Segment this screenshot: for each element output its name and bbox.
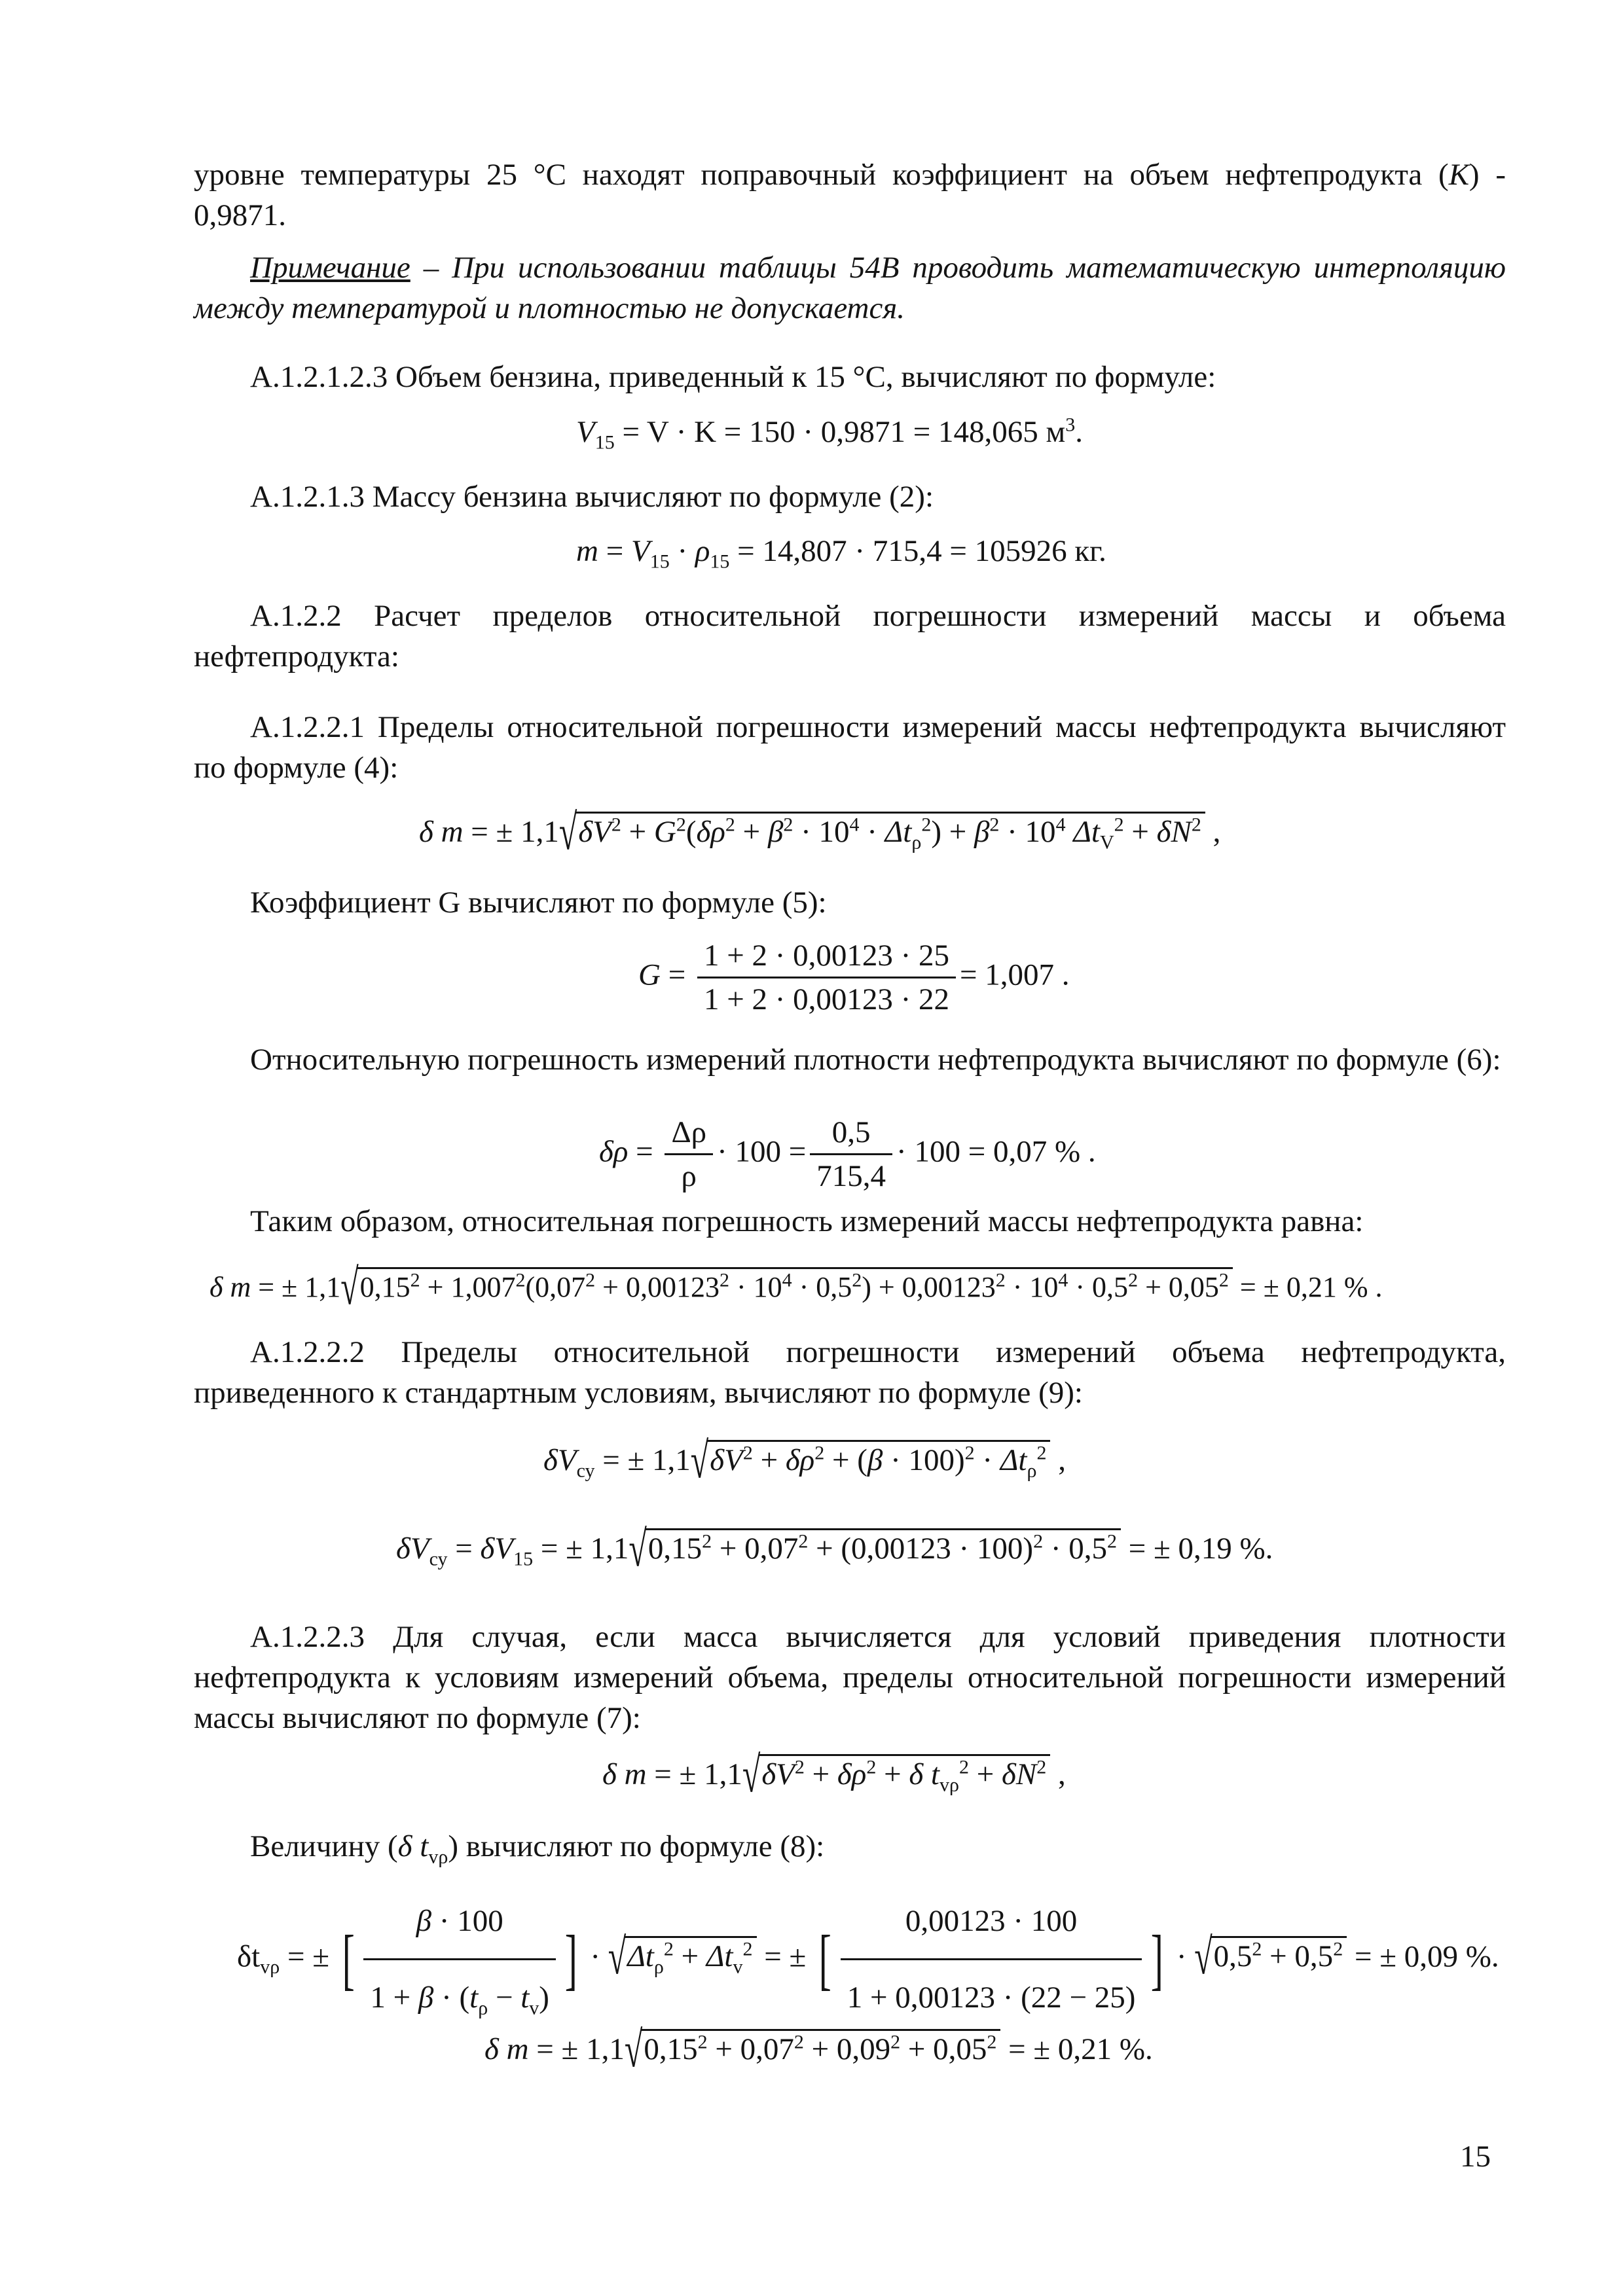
section-a1222: А.1.2.2.2 Пределы относительной погрешности измерений объема нефтепродукта, приведенного к стандартным условиям, вычисляют по формуле (9): [194,1335,1506,1410]
formula-8-num2: 0,00123 · 100 [841,1885,1142,1960]
section-value-intro-b: ) вычисляют по формуле (8): [448,1829,825,1863]
formula-final: δ m = ± $1,1√0,15^2 + 0,07^2 + 0,09^2 + 0,05^2$ = ± 0,21 %. [484,2020,1153,2078]
k-symbol: К [1448,158,1469,192]
note-dash: – [410,251,452,285]
formula-9: $\delta V_{су}$ = ± $1,1√\delta V^2 + \delta\rho^2 + (\beta \cdot 100)^2 \cdot \Delta t_\rho^2$ , [543,1431,1066,1489]
note-paragraph [194,247,1506,329]
note-label: Примечание [250,251,410,285]
section-a1221: А.1.2.2.1 Пределы относительной погрешности измерений массы нефтепродукта вычисляют по формуле (4): [194,710,1506,785]
formula-5-denominator: 1 + 2 · 0,00123 · 22 [703,982,950,1016]
formula-6-den1: ρ [681,1159,697,1193]
formula-6-den2: 715,4 [816,1159,886,1193]
formula-9-result-value: = ± 0,19 %. [1128,1532,1273,1566]
formula-6-mid: · 100 = [717,1134,807,1169]
formula-6-num1: Δρ [665,1113,713,1155]
formula-8-result: = ± 0,09 %. [1354,1939,1499,1974]
formula-5-numerator: 1 + 2 · 0,00123 · 25 [697,936,956,978]
formula-final-result: = ± 0,21 %. [1008,2032,1153,2066]
formula-6-fraction-2 [810,1113,892,1196]
section-a1213: А.1.2.1.3 Массу бензина вычисляют по формуле (2): [250,480,934,514]
formula-5-fraction [697,936,956,1019]
note-text: При использовании таблицы 54В проводить математическую интерполяцию между температурой и плотностью не допускается. [194,251,1506,325]
section-a12123: А.1.2.1.2.3 Объем бензина, приведенный к 15 °С, вычисляют по формуле: [250,360,1216,394]
formula-mass: $m = V_{15} \cdot \rho_{15} = 14,807 \cdot 715,4 = 105926$ кг. [576,534,1106,573]
section-a122: А.1.2.2 Расчет пределов относительной погрешности измерений массы и объема нефтепродукта: [194,599,1506,673]
formula-8-den2: 1 + 0,00123 · (22 − 25) [847,1981,1136,2015]
formula-mass-error-result: δ m = ± $1,1√0,15^2 + 1,007^2(0,07^2 + 0,00123^2 \cdot 10^4 \cdot 0,5^2) + 0,00123^2 \cdot 10^4 \cdot 0,5^2 + 0,05^2$ = ± 0,21 % . [210,1258,1383,1316]
formula-5-result: = 1,007 . [960,958,1070,992]
formula-7: δ m = ± $1,1√\delta V^2 + \delta\rho^2 + \delta$ $t_{v\rho}^2 + \delta N^2$ , [602,1746,1066,1803]
formula-mass-rhs: = 14,807 · 715,4 = 105926 кг. [737,534,1106,568]
formula-v15: $V_{15} = V \cdot K = 150 \cdot 0,9871 = 148,065$ $м^3$. [576,414,1083,454]
formula-8: $\delta t_{v\rho}$ = ± [ $\frac{\beta \cdot 100}{1 + \beta \cdot (t_\rho - t_v)}$ ] · $√\Delta t_\rho^2 + \Delta t_v^2$ = ± [ $\frac{0,00123 \cdot 100}{1 + 0,00123 \cdot (22 - 25)}$ ] · $√0,5^2 + 0,5^2$ = ± 0,09 %. [237,1885,1499,2034]
intro-text: уровне температуры 25 °С находят поправочный коэффициент на объем нефтепродукта ( [194,158,1449,192]
section-g-coef: Коэффициент G вычисляют по формуле (5): [250,886,827,920]
intro-text-end: ) - [1468,158,1506,192]
formula-v15-rhs: = V · K = 150 · 0,9871 = 148,065 м [622,415,1066,449]
page-number: 15 [1460,2140,1491,2174]
formula-5: G = $\frac{1 + 2 \cdot 0,00123 \cdot 25}{1 + 2 \cdot 0,00123 \cdot 22}$ = 1,007 . [638,936,1070,1019]
formula-mass-error-value: = ± 0,21 % . [1239,1271,1383,1303]
intro-paragraph [194,154,1506,195]
formula-6-num2: 0,5 [810,1113,892,1155]
formula-8-fraction-2 [841,1885,1142,2034]
section-value-intro-a: Величину ( [250,1829,398,1863]
section-value-intro: Величину (δ $t_{v\rho}$) вычисляют по формуле (8): [250,1829,825,1868]
formula-6: δρ = $\frac{\Delta\rho}{\rho}$ · 100 = $\frac{0,5}{715,4}$ · 100 = 0,07 % . [599,1113,1096,1196]
section-a1223: А.1.2.2.3 Для случая, если масса вычисляется для условий приведения плотности нефтепродукта к условиям измерений объема, пределы относительной погрешности измерений массы вычисляют по формуле (7): [194,1620,1506,1735]
section-result-intro: Таким образом, относительная погрешность измерений массы нефтепродукта равна: [250,1204,1364,1238]
formula-6-fraction-1 [665,1113,713,1196]
formula-9-result: $\delta V_{су} = \delta V_{15}$ = ± $1,1√0,15^2 + 0,07^2 + (0,00123 \cdot 100)^2 \cdot 0,5^2$ = ± 0,19 %. [396,1520,1273,1577]
formula-4: δ m = ± $1,1√\delta V^2 + G^2(\delta\rho^2 + \beta^2 \cdot 10^4 \cdot \Delta t_\rho^2) + \beta^2 \cdot 10^4$ $\Delta t_V^2 + \delta N^2$ , [419,803,1221,861]
section-density-error: Относительную погрешность измерений плотности нефтепродукта вычисляют по формуле (6): [250,1043,1501,1077]
intro-value: 0,9871. [194,198,286,232]
formula-6-result: · 100 = 0,07 % . [896,1134,1096,1169]
formula-8-fraction-1: $\frac{\beta \cdot 100}{1 + \beta \cdot (t_\rho - t_v)}$ [363,1885,556,2034]
formula-4-coef: = ± 1,1 [471,815,559,849]
